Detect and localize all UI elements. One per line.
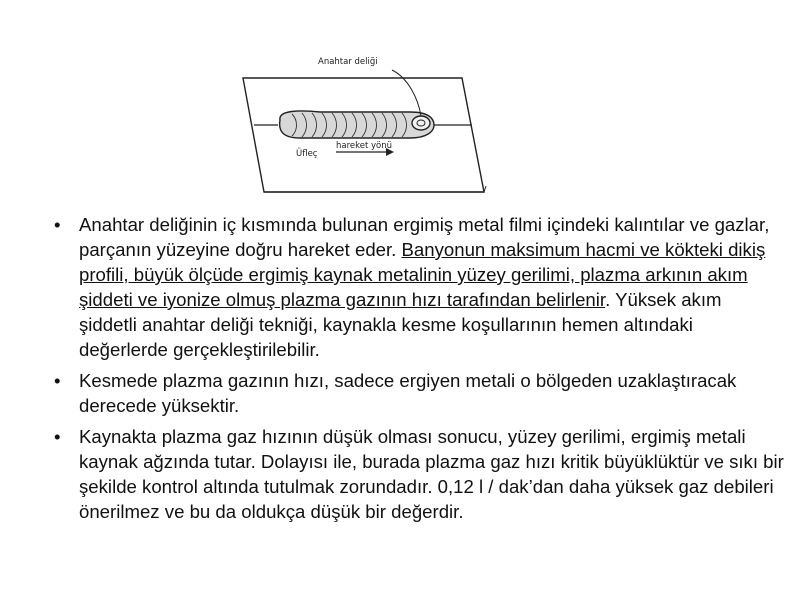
bullet-item-2 [54,368,784,418]
bullet-item-1 [54,212,784,362]
keyhole-leader-line [392,70,421,116]
plate-edge-right [484,186,486,192]
bullet-1-text: Anahtar deliğinin iç kısmında bulunan ergimiş metal filmi içindeki kalıntılar ve gazlar, parçanın yüzeyine doğru hareket eder. [79,214,770,260]
bullet-3-text: Kaynakta plazma gaz hızının düşük olması sonucu, yüzey gerilimi, ergimiş metali kaynak ağzında tutar. Dolayısı ile, burada plazma gaz hızı kritik büyüklüktür ve sıkı bir şekilde kontrol altında tutulmak zorundadır. 0,12 l / dak’dan daha yüksek gaz debileri önerilmez ve bu da oldukça düşük bir değerdir. [79,426,784,522]
bullet-marker: • [54,426,61,447]
keyhole-label: Anahtar deliği [318,57,378,67]
bullet-item-3 [54,424,784,524]
bullet-marker: • [54,370,61,391]
bullet-1-text-end: . Yüksek akım şiddetli anahtar deliği tekniği, kaynakla kesme koşullarının hemen altındaki değerlerde gerçekleştirilebilir. [79,289,722,360]
direction-label: hareket yönü [336,141,393,151]
bullet-1-underlined-text: Banyonun maksimum hacmi ve kökteki dikiş profili, büyük ölçüde ergimiş kaynak metalinin yüzey gerilimi, plazma arkının akım şiddeti ve iyonize olmuş plazma gazının hızı tarafından belirlenir [79,239,766,310]
slide-body [54,212,784,530]
bullet-marker: • [54,214,61,235]
keyhole-welding-figure [240,48,490,196]
bullet-list [54,212,784,524]
torch-label: Üfleç [296,149,318,159]
keyhole [412,116,430,130]
bullet-2-text: Kesmede plazma gazının hızı, sadece ergiyen metali o bölgeden uzaklaştıracak derecede yüksektir. [79,370,737,416]
